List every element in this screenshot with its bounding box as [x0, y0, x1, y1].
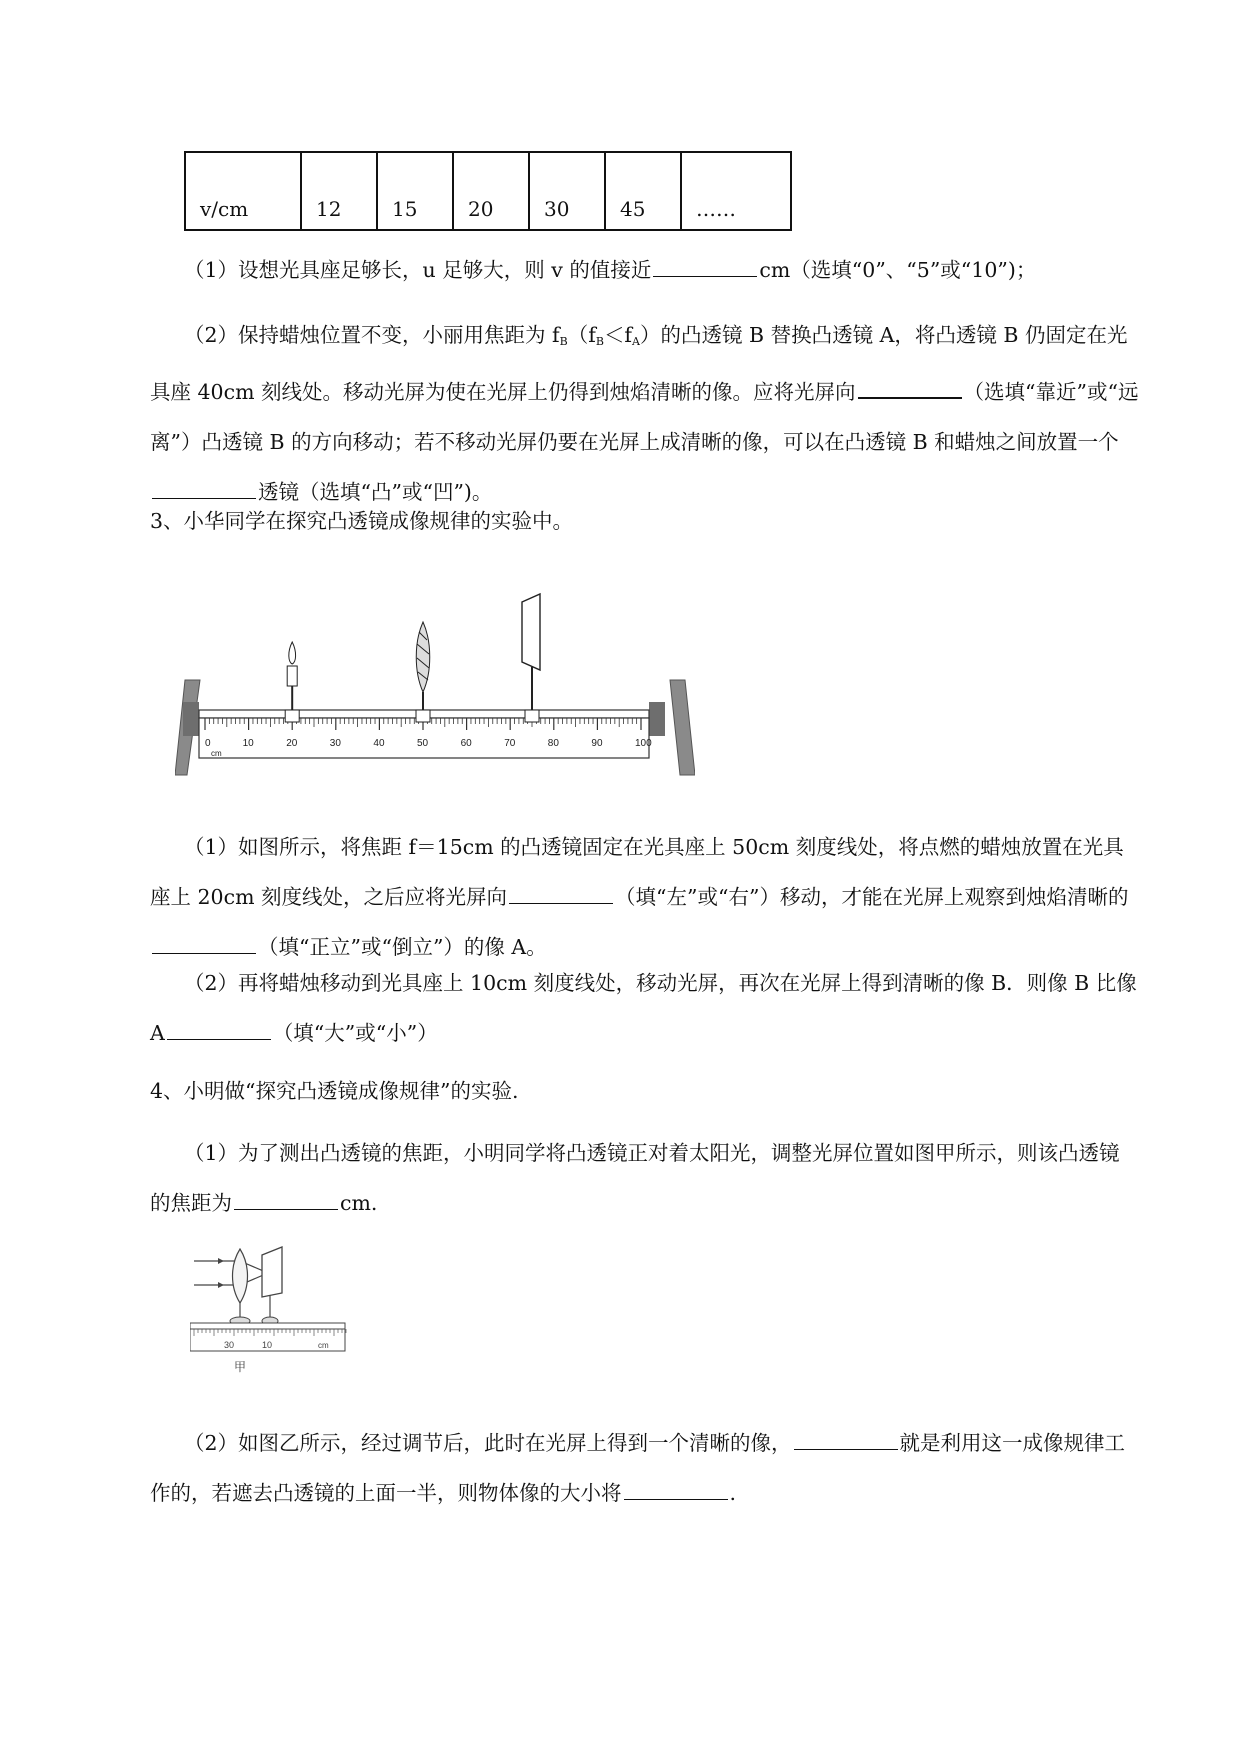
ruler-unit: cm — [318, 1341, 329, 1350]
subscript-b: B — [595, 335, 604, 348]
q3-part2-text: （2）再将蜡烛移动到光具座上 10cm 刻度线处，移动光屏，再次在光屏上得到清晰的像 B．则像 B 比像 A — [150, 971, 1137, 1045]
answer-blank[interactable] — [653, 275, 757, 277]
q4-part2-text: （2）如图乙所示，经过调节后，此时在光屏上得到一个清晰的像， — [184, 1431, 792, 1455]
q3-part1 — [150, 822, 1140, 972]
q2-part1-text-end: cm（选填“0”、“5”或“10”)； — [759, 258, 1037, 282]
ruler-tick-label: 60 — [460, 738, 472, 749]
ruler-tick-label: 0 — [205, 738, 211, 749]
bench-leg-right — [670, 680, 695, 775]
q4-part1-text: cm. — [340, 1191, 378, 1215]
q3-part2-text: （填“大”或“小”） — [272, 1021, 438, 1045]
table-cell: 30 — [529, 152, 605, 230]
answer-blank[interactable] — [858, 396, 962, 399]
ruler-tick-label: 30 — [329, 738, 341, 749]
bench-end-right — [649, 702, 665, 736]
q2-part2-text: 透镜（选填“凸”或“凹”)。 — [258, 480, 493, 504]
ruler-tick-label: 50 — [417, 738, 429, 749]
ruler-label-right: 10 — [262, 1340, 273, 1350]
q3-part2 — [150, 958, 1140, 1058]
answer-blank[interactable] — [509, 902, 613, 904]
subscript-b: B — [559, 335, 568, 348]
q2-part2-text: ）的凸透镜 B 替换凸透镜 A，将凸透镜 B 仍固定在光具座 40cm 刻线处。移动光屏为使在光屏上仍得到烛焰清晰的像。应将光屏向 — [150, 323, 1128, 404]
q4-part2-text: 就是利用这一成像规律工作的，若遮去凸透镜的上面一半，则物体像的大小将 — [150, 1431, 1126, 1505]
ruler-tick-label: 80 — [547, 738, 559, 749]
answer-blank[interactable] — [624, 1498, 728, 1500]
ruler-tick-label: 70 — [504, 738, 516, 749]
ruler-label-left: 30 — [224, 1340, 235, 1350]
focal-length-figure — [190, 1245, 350, 1380]
figure-caption: 甲 — [234, 1360, 247, 1374]
answer-blank[interactable] — [152, 952, 256, 954]
q2-part1-text: （1）设想光具座足够长，u 足够大，则 v 的值接近 — [184, 258, 652, 282]
ruler-tick-label: 10 — [242, 738, 254, 749]
table-cell: 45 — [605, 152, 681, 230]
answer-blank[interactable] — [167, 1038, 271, 1040]
q4-part2-text: . — [729, 1481, 737, 1505]
q2-part1 — [150, 245, 1140, 295]
table-row — [185, 152, 791, 230]
screen-icon — [262, 1247, 282, 1297]
q2-part2 — [150, 310, 1140, 517]
candle — [285, 642, 299, 722]
answer-blank[interactable] — [794, 1448, 898, 1450]
q4-title: 4、小明做“探究凸透镜成像规律”的实验. — [150, 1079, 519, 1103]
table-header-cell: v/cm — [185, 152, 301, 230]
table-cell: 20 — [453, 152, 529, 230]
q2-part2-text: （f — [567, 323, 596, 347]
table-cell: 12 — [301, 152, 377, 230]
table-cell: 15 — [377, 152, 453, 230]
q4-part1-text: （1）为了测出凸透镜的焦距，小明同学将凸透镜正对着太阳光，调整光屏位置如图甲所示，则该凸透镜的焦距为 — [150, 1141, 1120, 1215]
q3-title: 3、小华同学在探究凸透镜成像规律的实验中。 — [150, 509, 574, 533]
optical-bench-figure — [175, 580, 695, 780]
q4-part1 — [150, 1128, 1140, 1228]
q3-part1-text: （1）如图所示，将焦距 f＝15cm 的凸透镜固定在光具座上 50cm 刻度线处，将点燃的蜡烛放置在光具座上 20cm 刻度线处，之后应将光屏向 — [150, 835, 1124, 909]
convex-lens-icon — [233, 1249, 248, 1303]
q3-part1-text: （填“正立”或“倒立”）的像 A。 — [258, 935, 547, 959]
ruler-tick-label: 100 — [635, 738, 652, 749]
ruler-tick-label: 20 — [286, 738, 298, 749]
data-table — [184, 151, 792, 231]
q2-part2-text: （2）保持蜡烛位置不变，小丽用焦距为 f — [184, 323, 560, 347]
q3-part1-text: （填“左”或“右”）移动，才能在光屏上观察到烛焰清晰的 — [615, 885, 1129, 909]
subscript-a: A — [632, 335, 640, 348]
light-screen — [522, 594, 540, 722]
convex-lens — [416, 622, 430, 722]
ruler-unit: cm — [211, 749, 222, 758]
table-cell: …… — [681, 152, 791, 230]
q2-part2-text: （选填“靠近”或“远离”）凸透镜 B 的方向移动；若不移动光屏仍要在光屏上成清晰的像，可以在凸透镜 B 和蜡烛之间放置一个 — [150, 380, 1139, 454]
ruler-tick-label: 90 — [591, 738, 603, 749]
ruler-tick-label: 40 — [373, 738, 385, 749]
answer-blank[interactable] — [234, 1208, 338, 1210]
q4-part2 — [150, 1418, 1140, 1518]
bench-end-left — [183, 702, 199, 736]
q2-part2-text: ＜f — [603, 323, 633, 347]
